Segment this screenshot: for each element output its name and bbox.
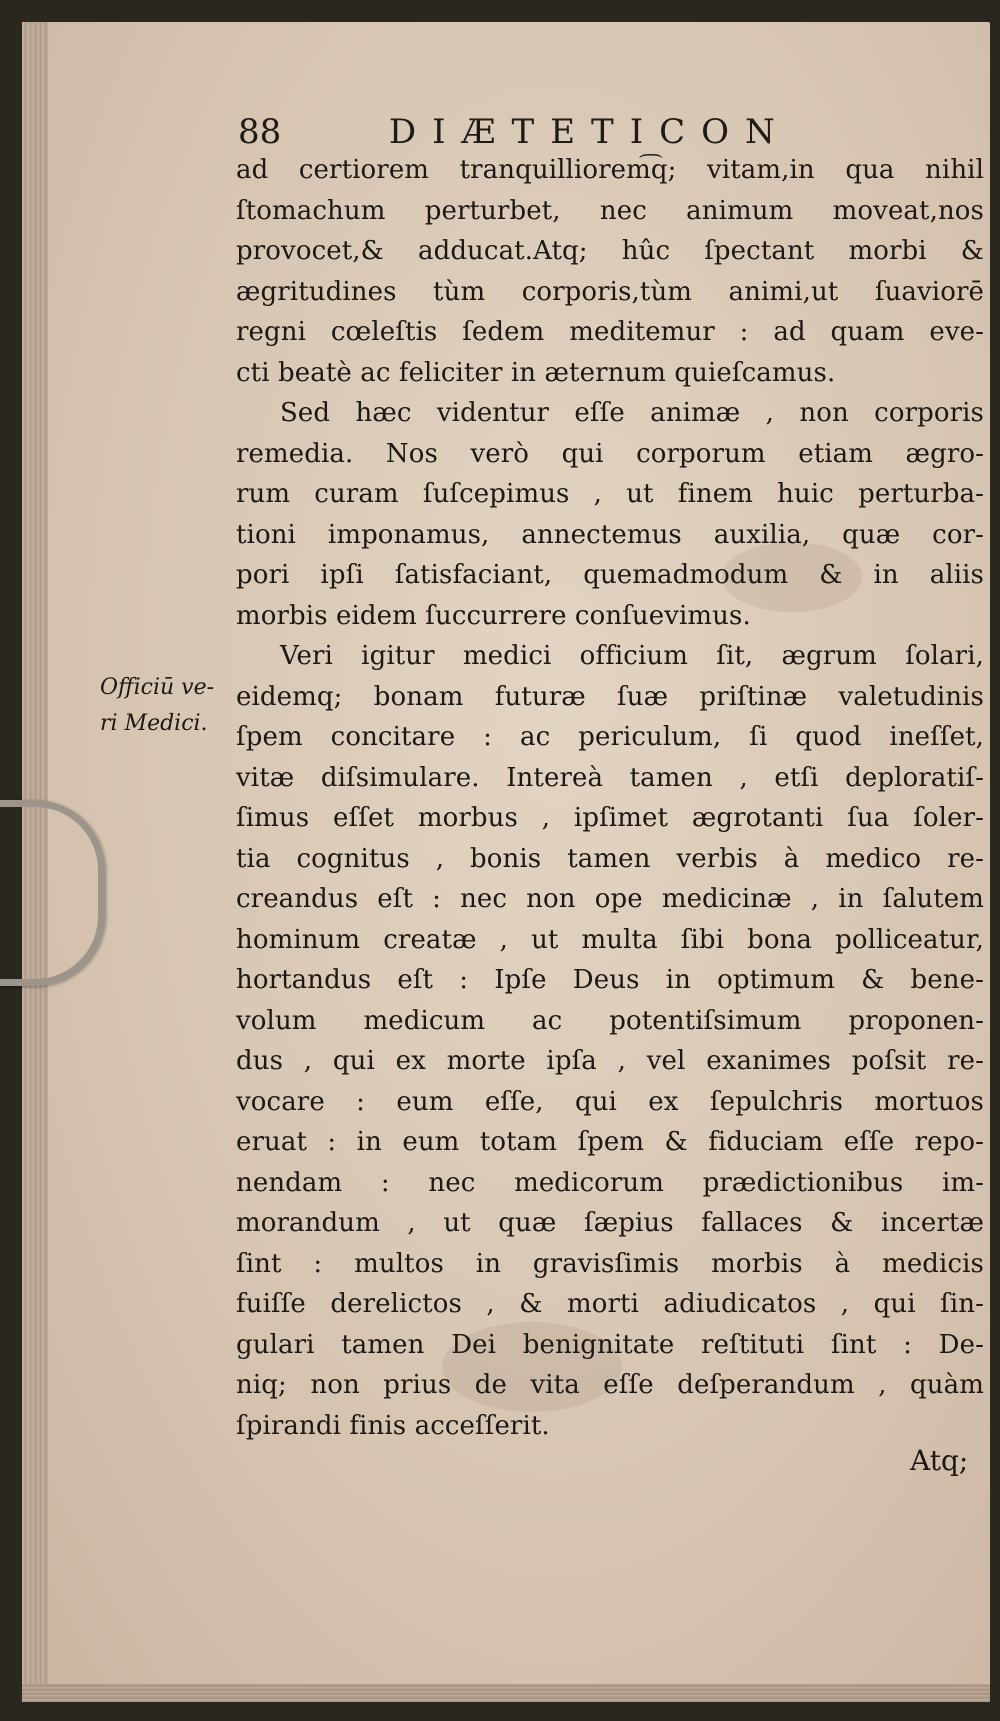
- marginal-note: [100, 670, 250, 742]
- text-line: nendam : nec medicorum prædictionibus im-: [236, 1167, 984, 1198]
- text-line: pori ipſi ſatisfaciant, quemadmodum & in aliis: [236, 560, 984, 590]
- text-line: hominum creatæ , ut multa ſibi bona polliceatur,: [236, 924, 984, 955]
- text-line: ſpem concitare : ac periculum, ſi quod ineſſet,: [236, 722, 984, 752]
- text-line: cti beatè ac feliciter in æternum quieſcamus.: [236, 357, 836, 388]
- text-line: Veri igitur medici officium ſit, ægrum ſolari,: [280, 641, 984, 671]
- text-line: eruat : in eum totam ſpem & fiduciam eſſe repo-: [236, 1127, 984, 1157]
- text-line: regni cœleſtis ſedem meditemur : ad quam eve-: [236, 317, 984, 347]
- text-line: rum curam ſuſcepimus , ut finem huic perturba-: [236, 479, 984, 509]
- text-line: morbis eidem ſuccurrere conſuevimus.: [236, 600, 751, 631]
- text-line: remedia. Nos verò qui corporum etiam ægro-: [236, 438, 984, 469]
- marginal-note-line: ri Medici.: [100, 711, 208, 736]
- text-line: ægritudines tùm corporis,tùm animi,ut ſuaviorē: [236, 276, 984, 307]
- text-line: fuiſſe derelictos , & morti adiudicatos , qui ſin-: [236, 1289, 984, 1319]
- text-line: gulari tamen Dei benignitate reſtituti ſint : De-: [236, 1329, 984, 1360]
- text-line: provocet,& adducat.Atq; hûc ſpectant morbi &: [236, 236, 984, 266]
- text-line: eidemq; bonam futuræ ſuæ priſtinæ valetudinis: [236, 681, 984, 712]
- text-line: morandum , ut quæ ſæpius fallaces & incertæ: [236, 1208, 984, 1238]
- paper-clip: [0, 800, 105, 986]
- text-line: dus , qui ex morte ipſa , vel exanimes poſsit re-: [236, 1046, 984, 1076]
- text-line: Sed hæc videntur eſſe animæ , non corporis: [280, 398, 984, 428]
- text-line: hortandus eſt : Ipſe Deus in optimum & bene-: [236, 965, 984, 995]
- text-line: ad certiorem tranquilliorem͡q; vitam,in qua nihil: [236, 155, 984, 185]
- marginal-note-line: Officiū ve-: [100, 675, 215, 700]
- body-text: [236, 150, 984, 1446]
- text-line: tioni imponamus, annectemus auxilia, quæ cor-: [236, 519, 984, 550]
- text-line: ſpirandi finis acceſſerit.: [236, 1410, 550, 1441]
- text-line: vocare : eum eſſe, qui ex ſepulchris mortuos: [236, 1086, 984, 1117]
- page-number: 88: [238, 112, 282, 152]
- text-line: ſtomachum perturbet, nec animum moveat,nos: [236, 195, 984, 226]
- text-line: vitæ diſsimulare. Intereà tamen , etſi deploratiſ-: [236, 762, 984, 793]
- catchword: Atq;: [910, 1444, 969, 1477]
- text-line: creandus eſt : nec non ope medicinæ , in ſalutem: [236, 884, 984, 914]
- text-line: ſint : multos in gravisſimis morbis à medicis: [236, 1248, 984, 1279]
- text-line: volum medicum ac potentiſsimum proponen-: [236, 1005, 984, 1036]
- bottom-page-edges: [22, 1684, 990, 1702]
- text-line: tia cognitus , bonis tamen verbis à medico re-: [236, 843, 984, 874]
- running-title: DIÆTETICON: [388, 112, 791, 152]
- text-line: niq; non prius de vita eſſe deſperandum , quàm: [236, 1370, 984, 1400]
- text-line: ſimus eſſet morbus , ipſimet ægrotanti ſua ſoler-: [236, 803, 984, 833]
